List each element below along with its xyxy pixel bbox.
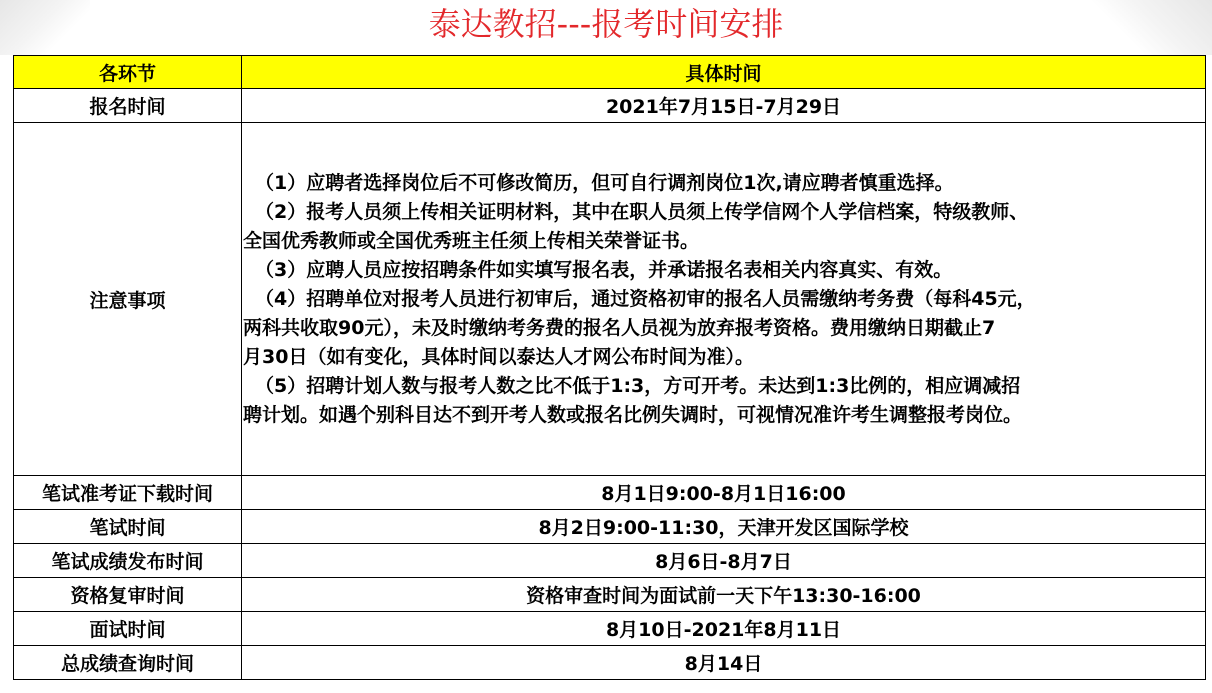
time-cell: 8月14日 bbox=[242, 646, 1206, 680]
note-line: 聘计划。如遇个别科目达不到开考人数或报名比例失调时，可视情况准许考生调整报考岗位。 bbox=[243, 403, 1023, 426]
stage-cell: 面试时间 bbox=[14, 612, 242, 646]
time-cell: 8月1日9:00-8月1日16:00 bbox=[242, 476, 1206, 510]
stage-cell: 笔试成绩发布时间 bbox=[14, 544, 242, 578]
header-stage: 各环节 bbox=[14, 56, 242, 89]
note-line: （3）应聘人员应按招聘条件如实填写报名表，并承诺报名表相关内容真实、有效。 bbox=[255, 258, 953, 281]
stage-cell: 资格复审时间 bbox=[14, 578, 242, 612]
table-header-row bbox=[14, 56, 1206, 89]
notes-cell bbox=[242, 123, 1206, 476]
time-cell: 资格审查时间为面试前一天下午13:30-16:00 bbox=[242, 578, 1206, 612]
note-line: （2）报考人员须上传相关证明材料，其中在职人员须上传学信网个人学信档案，特级教师、 bbox=[255, 200, 1029, 223]
table-row bbox=[14, 646, 1206, 680]
header-time: 具体时间 bbox=[242, 56, 1206, 89]
note-line: 两科共收取90元），未及时缴纳考务费的报名人员视为放弃报考资格。费用缴纳日期截止7 bbox=[243, 316, 996, 339]
note-line: 全国优秀教师或全国优秀班主任须上传相关荣誉证书。 bbox=[243, 229, 700, 252]
stage-cell: 总成绩查询时间 bbox=[14, 646, 242, 680]
schedule-table bbox=[13, 55, 1206, 680]
table-row bbox=[14, 89, 1206, 123]
stage-cell: 报名时间 bbox=[14, 89, 242, 123]
table-row bbox=[14, 510, 1206, 544]
time-cell: 8月2日9:00-11:30，天津开发区国际学校 bbox=[242, 510, 1206, 544]
note-line: （1）应聘者选择岗位后不可修改简历，但可自行调剂岗位1次,请应聘者慎重选择。 bbox=[255, 171, 954, 194]
stage-cell: 笔试时间 bbox=[14, 510, 242, 544]
table-row bbox=[14, 612, 1206, 646]
page-title: 泰达教招---报考时间安排 bbox=[428, 5, 784, 43]
table-row bbox=[14, 578, 1206, 612]
note-line: 月30日（如有变化，具体时间以泰达人才网公布时间为准）。 bbox=[243, 345, 754, 368]
time-cell: 2021年7月15日-7月29日 bbox=[242, 89, 1206, 123]
time-cell: 8月6日-8月7日 bbox=[242, 544, 1206, 578]
table-row-notes bbox=[14, 123, 1206, 476]
stage-cell: 笔试准考证下载时间 bbox=[14, 476, 242, 510]
time-cell: 8月10日-2021年8月11日 bbox=[242, 612, 1206, 646]
table-row bbox=[14, 544, 1206, 578]
stage-cell: 注意事项 bbox=[14, 123, 242, 476]
table-row bbox=[14, 476, 1206, 510]
note-line: （5）招聘计划人数与报考人数之比不低于1:3，方可开考。未达到1:3比例的，相应调减招 bbox=[255, 374, 1021, 397]
note-line: （4）招聘单位对报考人员进行初审后，通过资格初审的报名人员需缴纳考务费（每科45元， bbox=[255, 287, 1036, 310]
